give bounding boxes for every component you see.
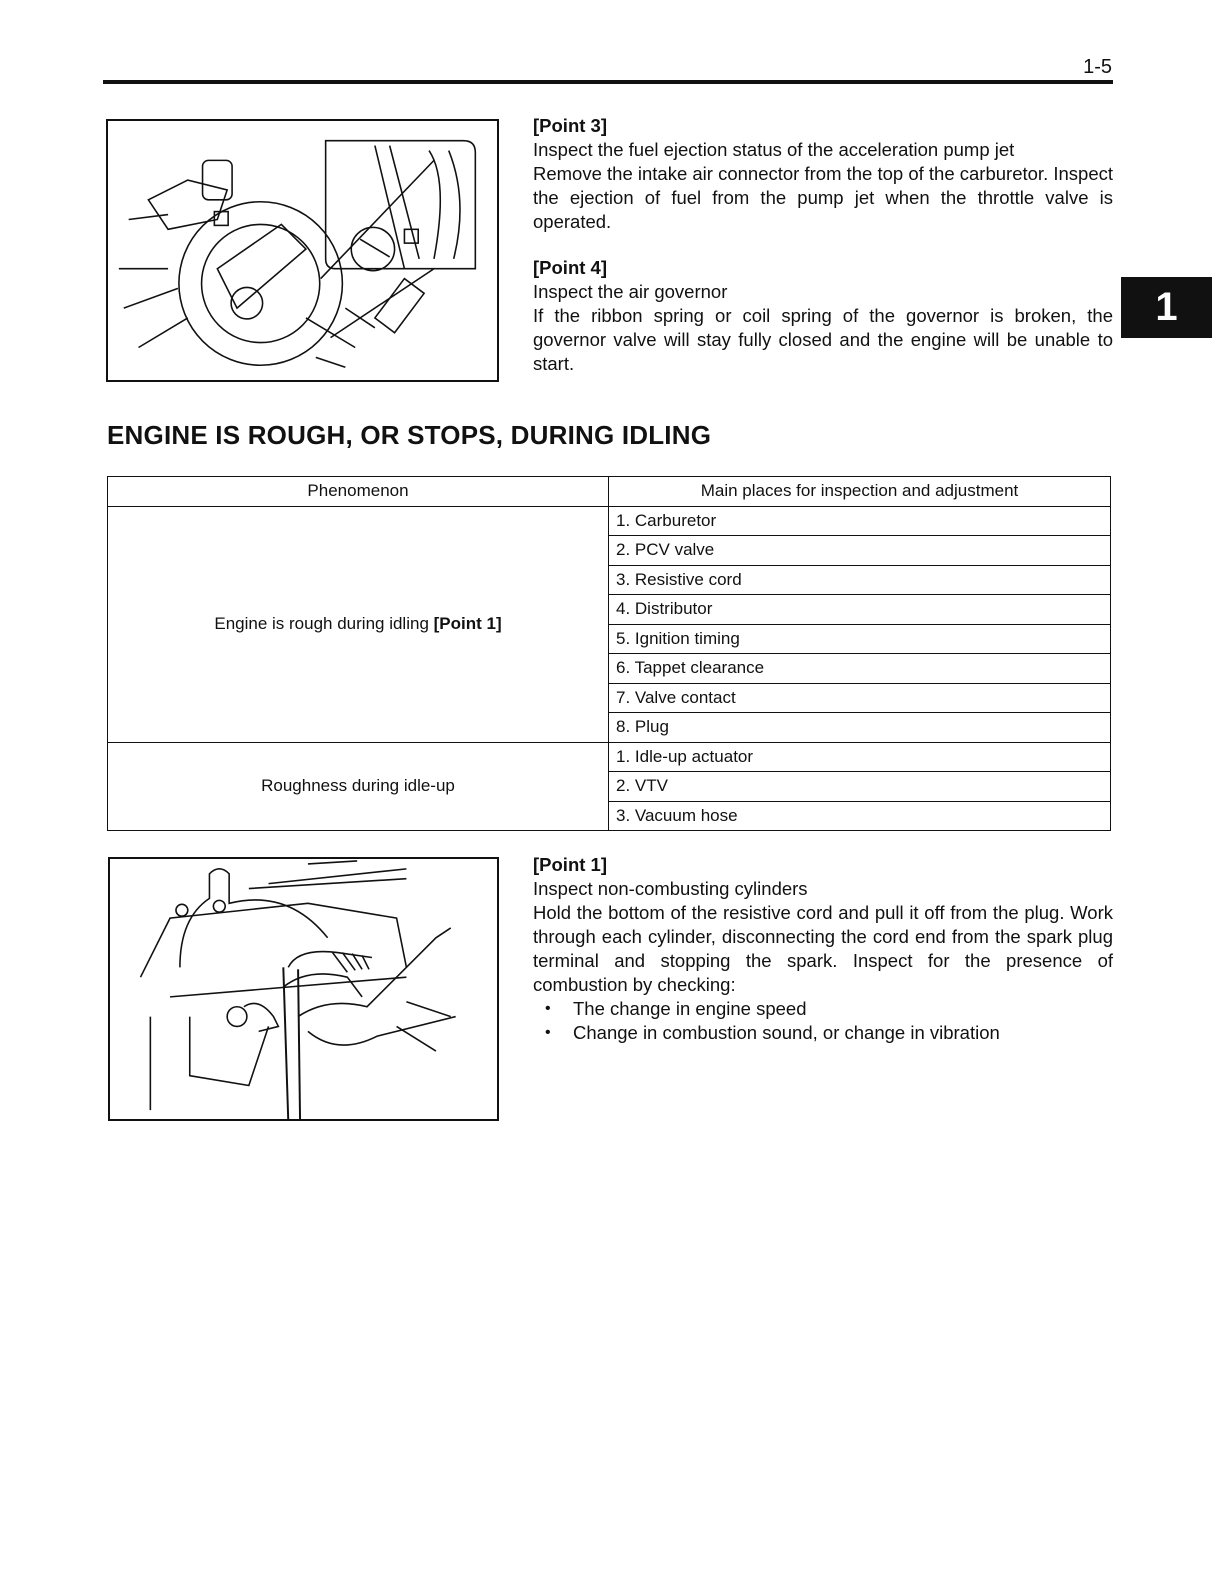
- phenomenon-cell: Roughness during idle-up: [108, 742, 609, 831]
- inspection-item: 2. PCV valve: [609, 536, 1111, 566]
- inspection-item: 2. VTV: [609, 772, 1111, 802]
- carburetor-illustration: [106, 119, 499, 382]
- page-number: 1-5: [1083, 56, 1112, 78]
- point4-body: If the ribbon spring or coil spring of the governor is broken, the governor valve will stay fully closed and the engine will be unable to start.: [533, 305, 1113, 374]
- inspection-item: 7. Valve contact: [609, 683, 1111, 713]
- list-item: • The change in engine speed: [533, 997, 1113, 1021]
- inspection-table: [107, 476, 1111, 831]
- table-header-row: [108, 477, 1111, 507]
- inspection-item: 1. Carburetor: [609, 506, 1111, 536]
- phenomenon-text: Engine is rough during idling: [214, 614, 434, 633]
- check-list: [533, 997, 1113, 1045]
- phenomenon-point-ref: [Point 1]: [433, 614, 502, 633]
- point4-heading: [Point 4]: [533, 257, 607, 278]
- inspection-item: 3. Vacuum hose: [609, 801, 1111, 831]
- point3-subtitle: Inspect the fuel ejection status of the acceleration pump jet: [533, 139, 1015, 160]
- chapter-tab: 1: [1121, 277, 1212, 338]
- section-title: ENGINE IS ROUGH, OR STOPS, DURING IDLING: [107, 420, 712, 450]
- point4-subtitle: Inspect the air governor: [533, 281, 728, 302]
- point4-block: [533, 256, 1113, 376]
- point3-block: [533, 114, 1113, 234]
- header-inspection: Main places for inspection and adjustment: [609, 477, 1111, 507]
- point1-body: Hold the bottom of the resistive cord and pull it off from the plug. Work through each cylinder, disconnecting the cord end from the spark plug terminal and stopping the spark. Inspect for the presence of combustion by checking:: [533, 902, 1113, 995]
- inspection-item: 4. Distributor: [609, 595, 1111, 625]
- point1-heading: [Point 1]: [533, 854, 607, 875]
- resistive-cord-illustration: [108, 857, 499, 1121]
- phenomenon-cell: [108, 506, 609, 742]
- inspection-item: 5. Ignition timing: [609, 624, 1111, 654]
- point1-subtitle: Inspect non-combusting cylinders: [533, 878, 808, 899]
- inspection-item: 8. Plug: [609, 713, 1111, 743]
- inspection-item: 6. Tappet clearance: [609, 654, 1111, 684]
- point1-block: [533, 853, 1113, 1045]
- table-row: [108, 506, 1111, 536]
- inspection-item: 3. Resistive cord: [609, 565, 1111, 595]
- table-row: [108, 742, 1111, 772]
- header-rule: [103, 80, 1113, 84]
- inspection-item: 1. Idle-up actuator: [609, 742, 1111, 772]
- header-phenomenon: Phenomenon: [108, 477, 609, 507]
- point3-heading: [Point 3]: [533, 115, 607, 136]
- point3-body: Remove the intake air connector from the top of the carburetor. Inspect the ejection of fuel from the pump jet when the throttle valve is operated.: [533, 163, 1113, 232]
- list-item: • Change in combustion sound, or change in vibration: [533, 1021, 1113, 1045]
